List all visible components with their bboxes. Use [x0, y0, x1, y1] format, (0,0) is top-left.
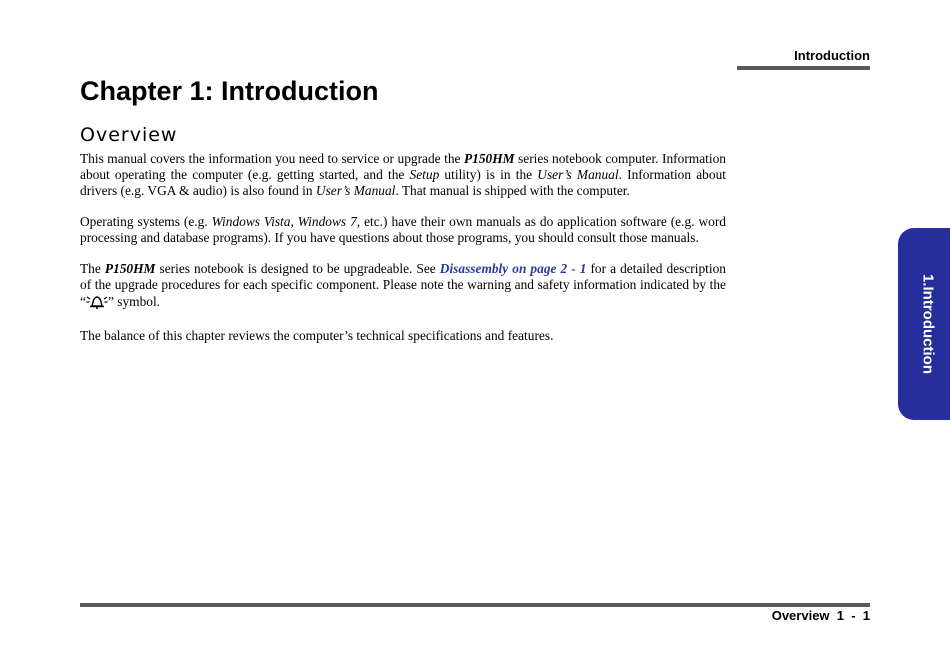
header-rule — [737, 66, 870, 70]
text: series notebook is designed to be upgradeable. See — [155, 261, 440, 276]
paragraph-3 — [80, 261, 726, 313]
manual-title: User’s Manual — [537, 167, 619, 182]
footer-rule — [80, 603, 870, 607]
text: utility) is in the — [439, 167, 538, 182]
side-tab-label: 1.Introduction — [919, 274, 937, 374]
setup-term: Setup — [409, 167, 440, 182]
text: This manual covers the information you need to service or upgrade the — [80, 151, 464, 166]
model-name: P150HM — [463, 151, 515, 166]
header-label: Introduction — [794, 48, 870, 63]
text: series notebook computer. Information about operating the computer (e.g. getting started, and the — [80, 151, 726, 182]
warning-icon — [86, 293, 108, 313]
os-names: Windows Vista, Windows 7, — [211, 214, 361, 229]
text: Operating systems (e.g. — [80, 214, 212, 229]
chapter-side-tab — [898, 228, 950, 420]
text: etc.) have their own manuals as do application software (e.g. word processing and database programs). If you have questions about those programs, you should consult those manuals. — [80, 214, 726, 245]
manual-title: User’s Manual — [315, 183, 396, 198]
model-name: P150HM — [104, 261, 156, 276]
footer-page-label: Overview 1 - 1 — [771, 608, 870, 623]
paragraph-2 — [80, 214, 726, 246]
disassembly-link[interactable]: Disassembly on page 2 - 1 — [439, 261, 587, 276]
text: . That manual is shipped with the computer. — [395, 183, 630, 198]
paragraph-1 — [80, 151, 726, 199]
section-title: Overview — [80, 124, 178, 146]
paragraph-4: The balance of this chapter reviews the computer’s technical specifications and features. — [80, 328, 554, 343]
body-text — [80, 151, 726, 359]
text: . Information about drivers (e.g. VGA & audio) is also found in — [80, 167, 726, 198]
text: for a detailed description of the upgrade procedures for each specific component. Please note the warning and safety information indicated by the “ — [80, 261, 726, 309]
text: ” symbol. — [107, 294, 161, 309]
chapter-title: Chapter 1: Introduction — [80, 76, 379, 106]
text: The — [80, 261, 105, 276]
